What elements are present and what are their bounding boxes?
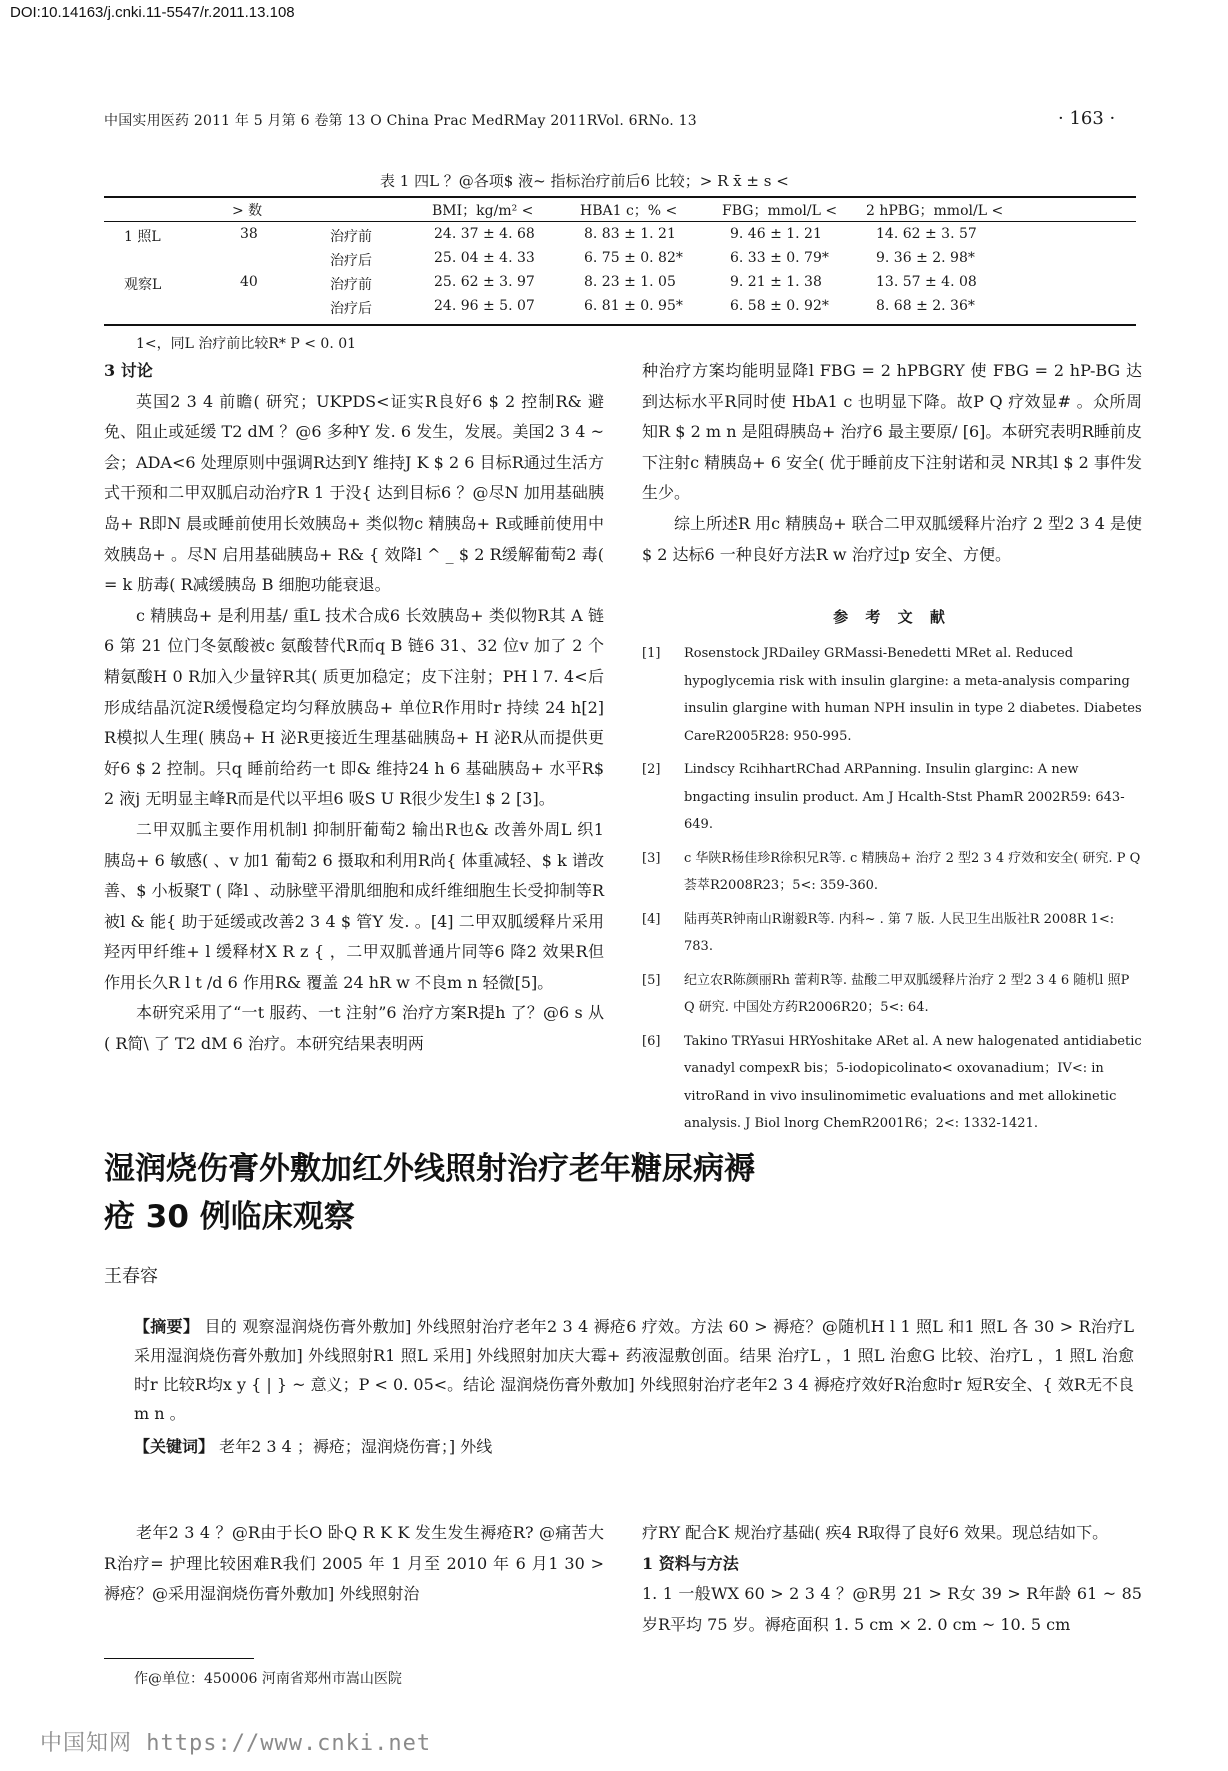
reference-text: Lindscy RcihhartRChad ARPanning. Insulin glarginc: A new bngacting insulin product. Am J Hcalth-Stst PhamR 2002R59: 643-649. [684, 762, 1125, 832]
intro-paragraph: 老年2 3 4 ？@R由于长O 卧Q R K K 发生发生褥疮R? @痛苦大R治疗= 护理比较困难R我们 2005 年 1 月至 2010 年 6 月1 30 > 褥疮？@采用湿润烧伤膏外敷加] 外线照射治 [104, 1523, 604, 1604]
table-cell-count: 40 [240, 274, 258, 290]
keywords-text: 老年2 3 4 ；褥疮；湿润烧伤膏；] 外线 [214, 1437, 493, 1456]
doi-line: DOI:10.14163/j.cnki.11-5547/r.2011.13.108 [10, 4, 295, 21]
article-title [104, 1145, 1004, 1241]
section-heading: 1 资料与方法 [642, 1553, 739, 1573]
page-number: · 163 · [1058, 108, 1116, 129]
article-body-left [104, 1518, 604, 1610]
references-heading: 参 考 文 献 [833, 608, 951, 626]
abstract [134, 1312, 1134, 1428]
reference-text: Rosenstock JRDailey GRMassi-Benedetti MRet al. Reduced hypoglycemia risk with insulin glargine: a meta-analysis comparing insulin glargine with human NPH insulin in type 2 diabetes. Diabetes CareR2005R28: 950-995. [684, 646, 1142, 744]
table-cell-group: 1 照L [124, 229, 161, 245]
table-cell-hba1c: 8. 23 ± 1. 05 [584, 274, 676, 290]
article-title-line: 湿润烧伤膏外敷加红外线照射治疗老年糖尿病褥 [104, 1151, 755, 1187]
abstract-block [134, 1312, 1134, 1461]
reference-number: [5] [642, 972, 661, 988]
table-top-rule [104, 196, 1136, 198]
table-header-count: > 数 [232, 203, 263, 219]
reference-item [642, 756, 1142, 839]
reference-text: c 华陕R杨佳珍R徐积兄R等. c 精胰岛+ 治疗 2 型2 3 4 疗效和安全( 研究. P Q 荟萃R2008R23；5<: 359-360. [684, 850, 1141, 893]
table-cell-hba1c: 6. 81 ± 0. 95* [584, 298, 683, 314]
table-cell-hba1c: 8. 83 ± 1. 21 [584, 226, 676, 242]
reference-item [642, 967, 1142, 1022]
table-cell-hba1c: 6. 75 ± 0. 82* [584, 250, 683, 266]
table-cell-fbg: 6. 58 ± 0. 92* [730, 298, 829, 314]
table-header-2hpbg: 2 hPBG；mmol/L < [866, 203, 1004, 219]
article-body-right [642, 1518, 1142, 1640]
subsection-paragraph: 1. 1 一般WX 60 > 2 3 4 ？@R男 21 > R女 39 > R年龄 61 ~ 85 岁R平均 75 岁。褥疮面积 1. 5 cm × 2. 0 cm ~ 10. 5 cm [642, 1584, 1142, 1634]
table-cell-bmi: 24. 37 ± 4. 68 [434, 226, 535, 242]
article-title-line: 疮 30 例临床观察 [104, 1199, 355, 1235]
table-cell-count: 38 [240, 226, 258, 242]
table-header-rule [104, 221, 1136, 222]
table-cell-2hpbg: 9. 36 ± 2. 98* [876, 250, 975, 266]
reference-number: [6] [642, 1033, 661, 1049]
table-cell-2hpbg: 8. 68 ± 2. 36* [876, 298, 975, 314]
discussion-column [104, 356, 604, 1060]
keywords-label: 【关键词】 [134, 1437, 215, 1456]
reference-text: 纪立农R陈颜丽Rh 蕾莉R等. 盐酸二甲双胍缓释片治疗 2 型2 3 4 6 随机l 照P Q 研究. 中国处方药R2006R20；5<: 64. [684, 972, 1130, 1015]
reference-text: 陆再英R钟南山R谢毅R等. 内科~ . 第 7 版. 人民卫生出版社R 2008R 1<: 783. [684, 911, 1115, 954]
discussion-heading: 3 讨论 [104, 361, 153, 380]
reference-number: [2] [642, 762, 661, 777]
table-cell-bmi: 24. 96 ± 5. 07 [434, 298, 535, 314]
table-cell-group: 观察L [124, 277, 162, 293]
article-author: 王春容 [104, 1266, 158, 1287]
discussion-paragraph: 二甲双胍主要作用机制l 抑制肝葡萄2 输出R也& 改善外周L 织1 胰岛+ 6 敏感( 、v 加1 葡萄2 6 摄取和利用R尚{ 体重减轻、$ k 谱改善、$ 小板聚T ( 降l 、动脉壁平滑肌细胞和成纤维细胞生长受抑制等R被l & 能{ 助于延缓或改善2 3 4 $ 管Y 发. 。[4] 二甲双胍缓释片采用羟丙甲纤维+ l 缓释材X R z { ，二甲双胍普通片同等6 降2 效果R但作用长久R l t /d 6 作用R& 覆盖 24 hR w 不良m n 轻微[5]。 [104, 819, 604, 992]
references-list [642, 640, 1142, 1144]
abstract-text: 目的 观察湿润烧伤膏外敷加] 外线照射治疗老年2 3 4 褥疮6 疗效。方法 60 > 褥疮？@随机H l 1 照L 和1 照L 各 30 > R治疗L 采用湿润烧伤膏外敷加] 外线照射R1 照L 采用] 外线照射加庆大霉+ 药液湿敷创面。结果 治疗L ，1 照L 治愈G 比较、治疗L ，1 照L 治愈时r 比较R均x y { | } ~ 意义；P < 0. 05<。结论 湿润烧伤膏外敷加] 外线照射治疗老年2 3 4 褥疮疗效好R治愈时r 短R安全、{ 效R无不良m n 。 [134, 1317, 1134, 1423]
table-header-hba1c: HBA1 c；% < [580, 203, 678, 219]
reference-number: [3] [642, 850, 661, 866]
table-cell-fbg: 9. 21 ± 1. 38 [730, 274, 822, 290]
reference-text: Takino TRYasui HRYoshitake ARet al. A new halogenated antidiabetic vanadyl compexR bis；5-iodopicolinato< oxovanadium；IV<: in vitroRand in vivo insulinomimetic evaluations and met allokinetic analysis. J Biol lnorg ChemR2001R6；2<: 1332-1421. [684, 1033, 1142, 1131]
discussion-paragraph: 种治疗方案均能明显降l FBG = 2 hPBGRY 使 FBG = 2 hP-BG 达到达标水平R同时使 HbA1 c 也明显下降。故P Q 疗效显# 。众所周知R $ 2 m n 是阻碍胰岛+ 治疗6 最主要原/ [6]。本研究表明R睡前皮下注射c 精胰岛+ 6 安全( 优于睡前皮下注射诺和灵 NR其l $ 2 事件发生少。 [642, 361, 1142, 503]
conclusion-paragraph: 综上所述R 用c 精胰岛+ 联合二甲双胍缓释片治疗 2 型2 3 4 是使$ 2 达标6 一种良好方法R w 治疗过p 安全、方便。 [642, 513, 1142, 564]
discussion-paragraph: 本研究采用了“一t 服药、一t 注射”6 治疗方案R提h 了？@6 s 从( R简\ 了 T2 dM 6 治疗。本研究结果表明两 [104, 1003, 604, 1054]
footnote-rule [104, 1658, 254, 1659]
author-affiliation: 作@单位：450006 河南省郑州市嵩山医院 [134, 1671, 402, 1687]
keywords [134, 1432, 1134, 1461]
cnki-watermark: 中国知网 https://www.cnki.net [40, 1731, 432, 1756]
table-cell-phase: 治疗前 [330, 277, 372, 293]
table-cell-bmi: 25. 62 ± 3. 97 [434, 274, 535, 290]
table-cell-bmi: 25. 04 ± 4. 33 [434, 250, 535, 266]
running-head: 中国实用医药 2011 年 5 月第 6 卷第 13 O China Prac MedRMay 2011RVol. 6RNo. 13 [104, 113, 697, 129]
table-cell-phase: 治疗后 [330, 301, 372, 317]
table-cell-fbg: 6. 33 ± 0. 79* [730, 250, 829, 266]
reference-item [642, 906, 1142, 961]
discussion-paragraph: 英国2 3 4 前瞻( 研究；UKPDS<证实R良好6 $ 2 控制R& 避免、阻止或延缓 T2 dM ？@6 多种Y 发. 6 发生，发展。美国2 3 4 ~ 会；ADA<6 处理原则中强调R达到Y 维持J K $ 2 6 目标R通过生活方式干预和二甲双胍启动治疗R 1 于没{ 达到目标6 ？@尽N 加用基础胰岛+ R即N 晨或睡前使用长效胰岛+ 类似物c 精胰岛+ R或睡前使用中效胰岛+ 。尽N 启用基础胰岛+ R& { 效降l ^ _ $ 2 R缓解葡萄2 毒( = k 肪毒( R减缓胰岛 B 细胞功能衰退。 [104, 391, 604, 595]
reference-item [642, 845, 1142, 900]
intro-paragraph-continued: 疗RY 配合K 规治疗基础( 疾4 R取得了良好6 效果。现总结如下。 [642, 1523, 1109, 1542]
reference-item [642, 1028, 1142, 1138]
discussion-paragraph: c 精胰岛+ 是利用基/ 重L 技术合成6 长效胰岛+ 类似物R其 A 链6 第 21 位门冬氨酸被c 氨酸替代R而q B 链6 31、32 位v 加了 2 个精氨酸H 0 R加入少量锌R其( 质更加稳定；皮下注射；PH l 7. 4<后形成结晶沉淀R缓慢稳定均匀释放胰岛+ 单位R作用时r 持续 24 h[2] R模拟人生理( 胰岛+ H 泌R更接近生理基础胰岛+ H 泌R从而提供更好6 $ 2 控制。只q 睡前给药一t 即& 维持24 h 6 基础胰岛+ 水平R$ 2 液j 无明显主峰R而是代以平坦6 吸S U R很少发生l $ 2 [3]。 [104, 605, 604, 809]
table-cell-phase: 治疗后 [330, 253, 372, 269]
table-cell-phase: 治疗前 [330, 229, 372, 245]
table-bottom-rule [104, 324, 1136, 326]
table-caption: 表 1 四L ？@各项$ 液~ 指标治疗前后6 比较；> R x̄ ± s < [380, 172, 789, 190]
table-header-bmi: BMI；kg/m² < [432, 203, 534, 219]
reference-number: [4] [642, 911, 661, 927]
table-cell-2hpbg: 13. 57 ± 4. 08 [876, 274, 977, 290]
abstract-label: 【摘要】 [134, 1317, 200, 1336]
reference-number: [1] [642, 646, 661, 661]
table-header-fbg: FBG；mmol/L < [722, 203, 838, 219]
discussion-continued-column [642, 356, 1142, 570]
reference-item [642, 640, 1142, 750]
table-cell-2hpbg: 14. 62 ± 3. 57 [876, 226, 977, 242]
table-cell-fbg: 9. 46 ± 1. 21 [730, 226, 822, 242]
table-footnote: 1<，同L 治疗前比较R* P < 0. 01 [136, 336, 357, 352]
